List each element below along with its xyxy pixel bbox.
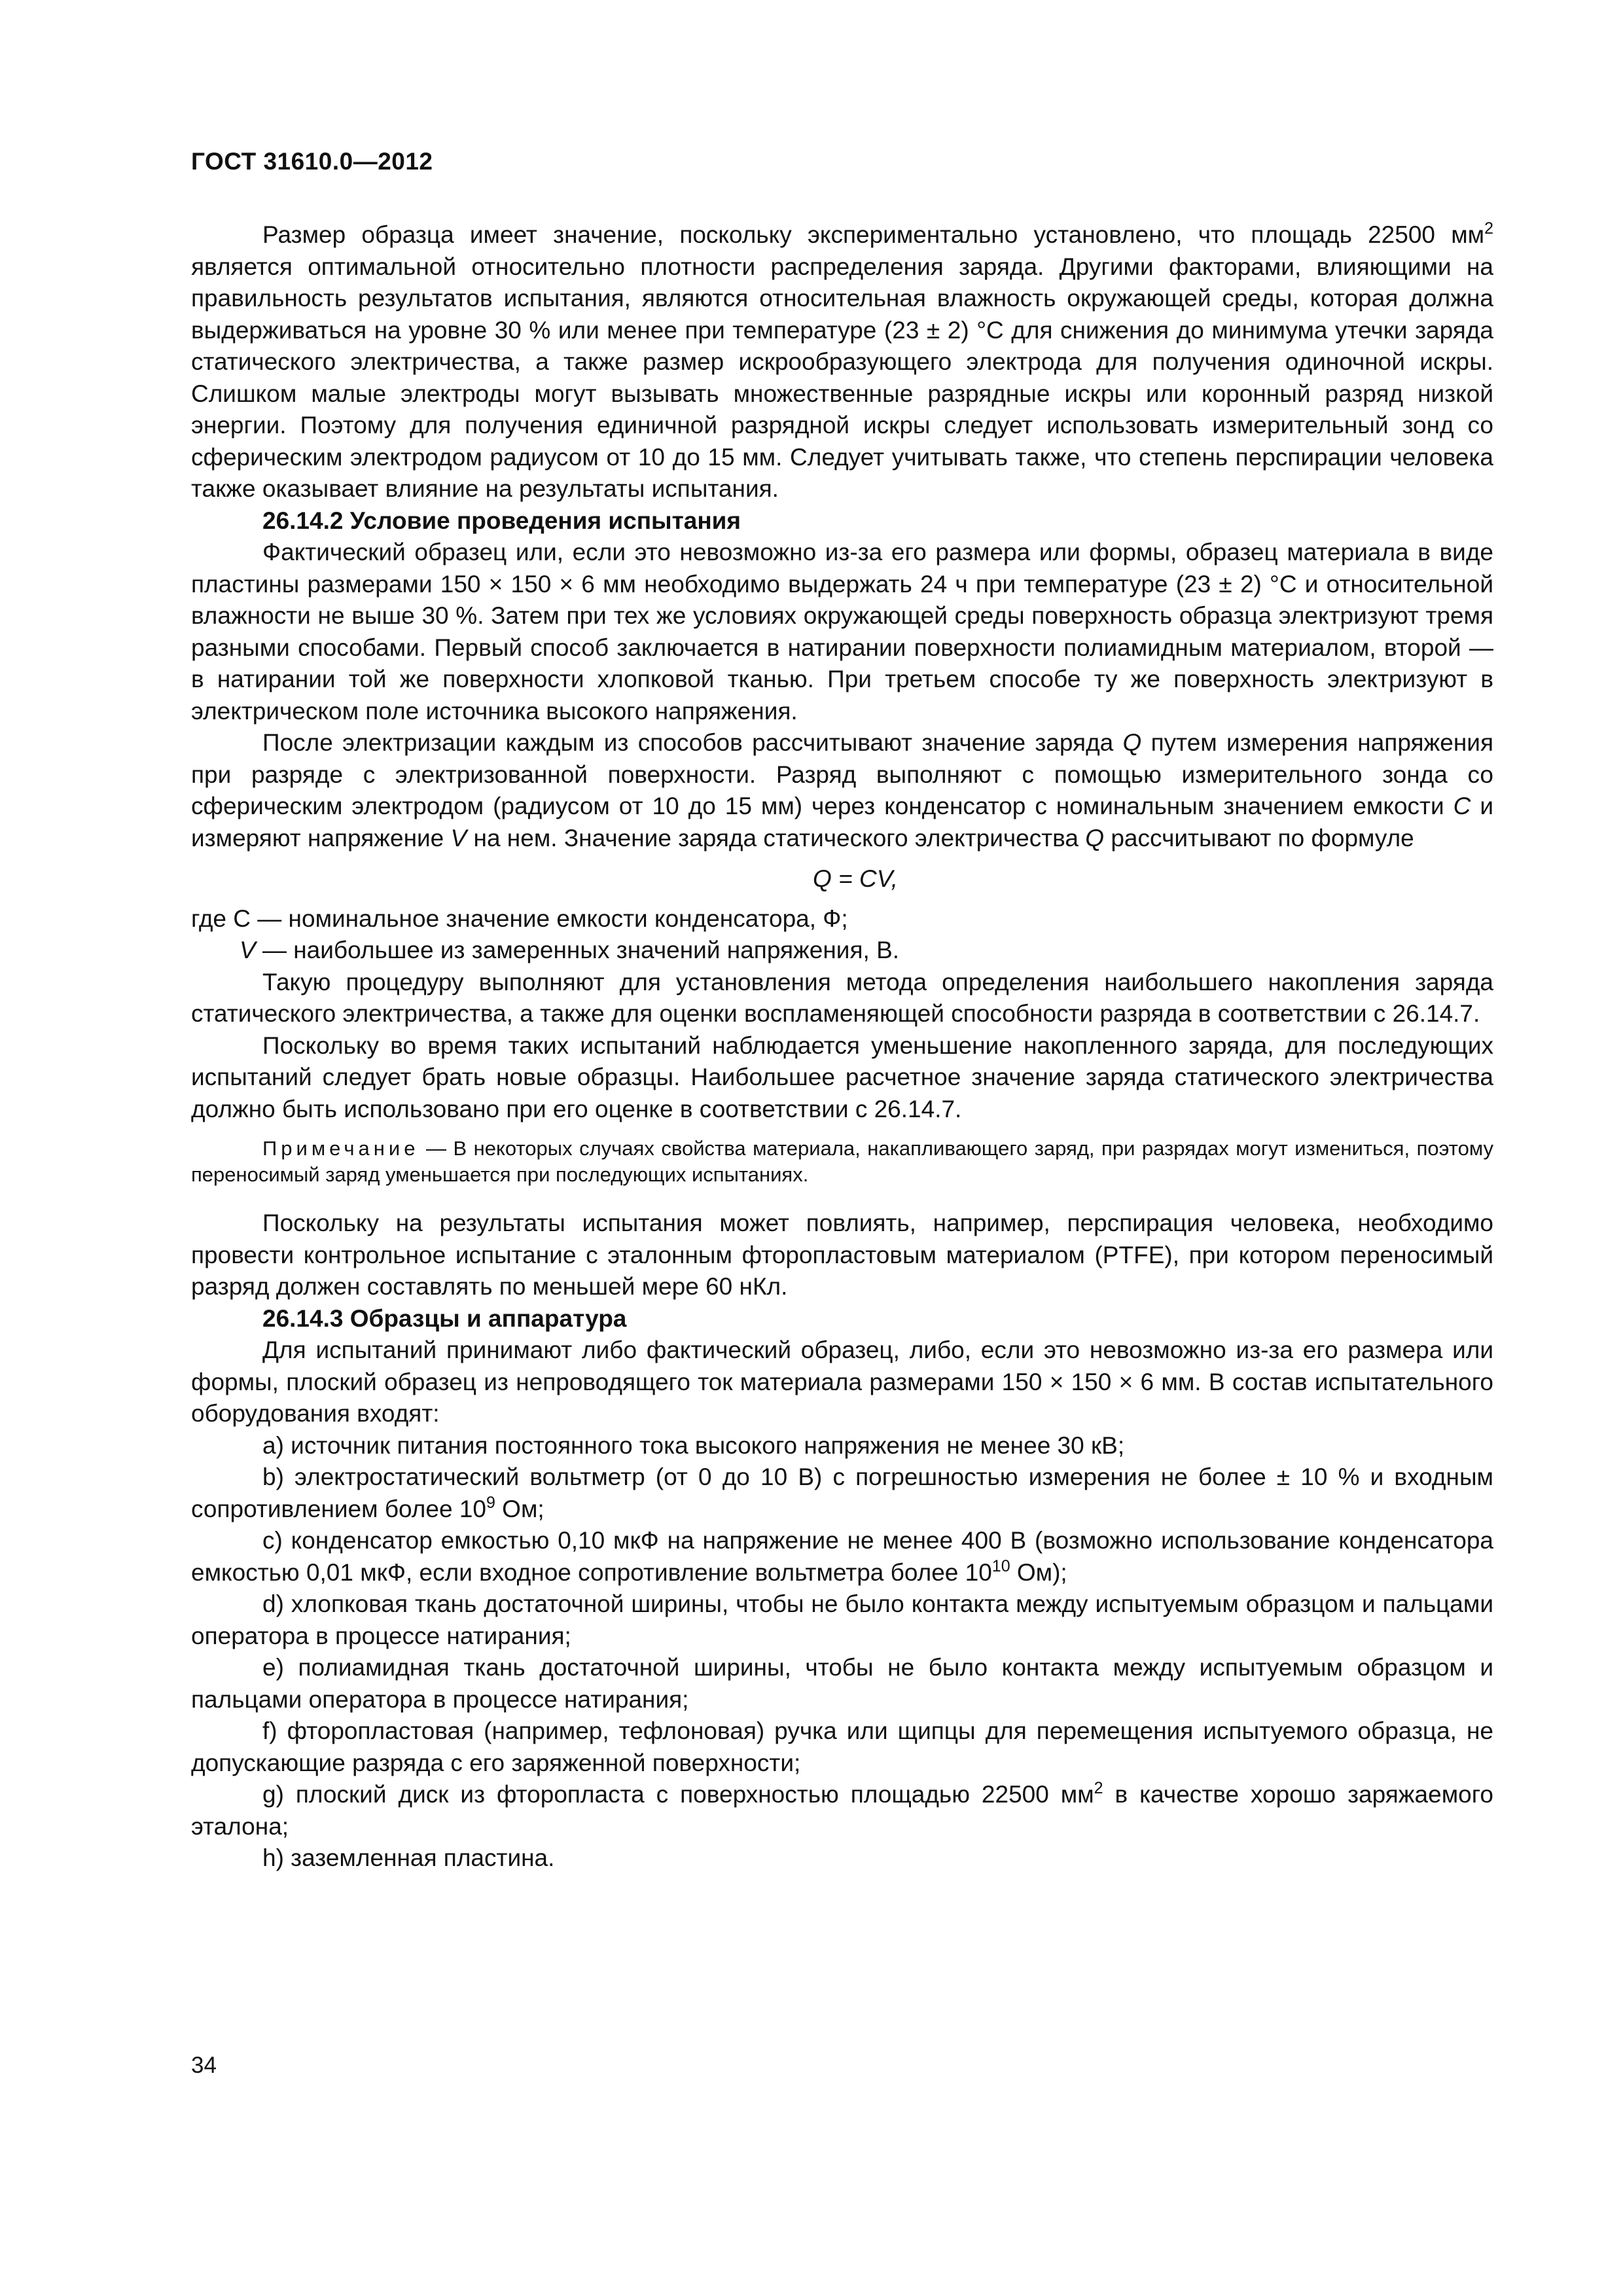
note <box>191 1136 1493 1188</box>
symbol-v: V <box>240 937 256 963</box>
page-body <box>191 219 1493 1874</box>
text-run: Размер образца имеет значение, поскольку экспериментально установлено, что площадь 22500 мм <box>262 221 1485 248</box>
list-item-c <box>191 1525 1493 1588</box>
symbol-v: V <box>450 824 467 852</box>
text-run: После электризации каждым из способов рассчитывают значение заряда <box>262 729 1123 756</box>
list-item-a: а) источник питания постоянного тока высокого напряжения не менее 30 кВ; <box>262 1431 1125 1459</box>
paragraph: Такую процедуру выполняют для установления метода определения наибольшего накопления заряда статического электричества, а также для оценки воспламеняющей способности разряда в соответствии с 26.14.7. <box>191 968 1493 1027</box>
symbol-q: Q <box>1122 729 1142 756</box>
text-run: путем измерения напряжения при разряде с электризованной поверхности. Разряд выполняют с помощью измерительного зонда со сферическим электродом (радиусом от 10 до 15 мм) через конденсатор с номинальным значением емкости <box>191 729 1493 819</box>
note-text: — В некоторых случаях свойства материала, накапливающего заряд, при разрядах могут измениться, поэтому переносимый заряд уменьшается при последующих испытаниях. <box>191 1137 1493 1186</box>
superscript: 2 <box>1094 1779 1103 1797</box>
text-run: рассчитывают по формуле <box>1104 824 1414 852</box>
list-item-e: е) полиамидная ткань достаточной ширины, чтобы не было контакта между испытуемым образцом и пальцами оператора в процессе натирания; <box>191 1654 1493 1713</box>
list-item-g <box>191 1779 1493 1842</box>
superscript: 9 <box>486 1493 495 1512</box>
symbol-c: C <box>1453 793 1471 819</box>
text-run: является оптимальной относительно плотности распределения заряда. Другими факторами, влияющими на правильность результатов испытания, являются относительная влажность окружающей среды, которая должна выдерживаться на уровне 30 % или менее при температуре (23 ± 2) °С для снижения до минимума утечки заряда статического электричества, а также размер искрообразующего электрода для получения одиночной искры. Слишком малые электроды могут вызывать множественные разрядные искры или коронный разряд низкой энергии. Поэтому для получения единичной разрядной искры следует использовать измерительный зонд со сферическим электродом радиусом от 10 до 15 мм. Следует учитывать также, что степень перспирации человека также оказывает влияние на результаты испытания. <box>191 253 1493 502</box>
list-item-f: f) фторопластовая (например, тефлоновая) ручка или щипцы для перемещения испытуемого образца, не допускающие разряда с его заряженной поверхности; <box>191 1717 1493 1776</box>
superscript: 10 <box>991 1556 1010 1575</box>
text-run: g) плоский диск из фторопласта с поверхностью площадью 22500 мм <box>262 1781 1094 1808</box>
paragraph <box>191 727 1493 854</box>
document-header: ГОСТ 31610.0—2012 <box>191 148 433 175</box>
section-heading-26-14-2: 26.14.2 Условие проведения испытания <box>262 507 741 534</box>
text-run: b) электростатический вольтметр (от 0 до 10 В) с погрешностью измерения не более ± 10 % и входным сопротивлением более 10 <box>191 1463 1493 1522</box>
superscript: 2 <box>1484 219 1493 238</box>
symbol-q: Q <box>1085 824 1105 852</box>
paragraph: Для испытаний принимают либо фактический образец, либо, если это невозможно из-за его размера или формы, плоский образец из непроводящего ток материала размерами 150 × 150 × 6 мм. В состав испытательного оборудования входят: <box>191 1336 1493 1427</box>
paragraph <box>191 219 1493 505</box>
formula-legend-v <box>191 935 1493 967</box>
list-item-d: d) хлопковая ткань достаточной ширины, чтобы не было контакта между испытуемым образцом и пальцами оператора в процессе натирания; <box>191 1590 1493 1649</box>
paragraph: Фактический образец или, если это невозможно из-за его размера или формы, образец материала в виде пластины размерами 150 × 150 × 6 мм необходимо выдержать 24 ч при температуре (23 ± 2) °С и относительной влажности не выше 30 %. Затем при тех же условиях окружающей среды поверхность образца электризуют тремя разными способами. Первый способ заключается в натирании поверхности полиамидным материалом, второй — в натирании той же поверхности хлопковой тканью. При третьем способе ту же поверхность электризуют в электрическом поле источника высокого напряжения. <box>191 539 1493 725</box>
page-number: 34 <box>191 2053 217 2078</box>
formula: Q = CV, <box>813 865 898 892</box>
text-run: Ом; <box>495 1495 544 1522</box>
text-run: Ом); <box>1010 1558 1067 1586</box>
text-run: с) конденсатор емкостью 0,10 мкФ на напряжение не менее 400 В (возможно использование конденсатора емкостью 0,01 мкФ, если входное сопротивление вольтметра более 10 <box>191 1527 1493 1586</box>
list-item-h: h) заземленная пластина. <box>262 1844 555 1871</box>
text-run: и измеряют напряжение <box>191 793 1493 852</box>
list-item-b <box>191 1462 1493 1525</box>
text-run: — наибольшее из замеренных значений напряжения, В. <box>255 937 900 963</box>
text-run: на нем. Значение заряда статического электричества <box>467 824 1086 852</box>
paragraph: Поскольку во время таких испытаний наблюдается уменьшение накопленного заряда, для последующих испытаний следует брать новые образцы. Наибольшее расчетное значение заряда статического электричества должно быть использовано при его оценке в соответствии с 26.14.7. <box>191 1031 1493 1122</box>
paragraph: Поскольку на результаты испытания может повлиять, например, перспирация человека, необходимо провести контрольное испытание с эталонным фторопластовым материалом (PTFE), при котором переносимый разряд должен составлять по меньшей мере 60 нКл. <box>191 1210 1493 1300</box>
note-label: Примечание <box>262 1137 419 1160</box>
section-heading-26-14-3: 26.14.3 Образцы и аппаратура <box>262 1304 627 1332</box>
text-run: в качестве хорошо заряжаемого эталона; <box>191 1781 1493 1840</box>
formula-legend-c: где С — номинальное значение емкости конденсатора, Ф; <box>191 905 848 932</box>
